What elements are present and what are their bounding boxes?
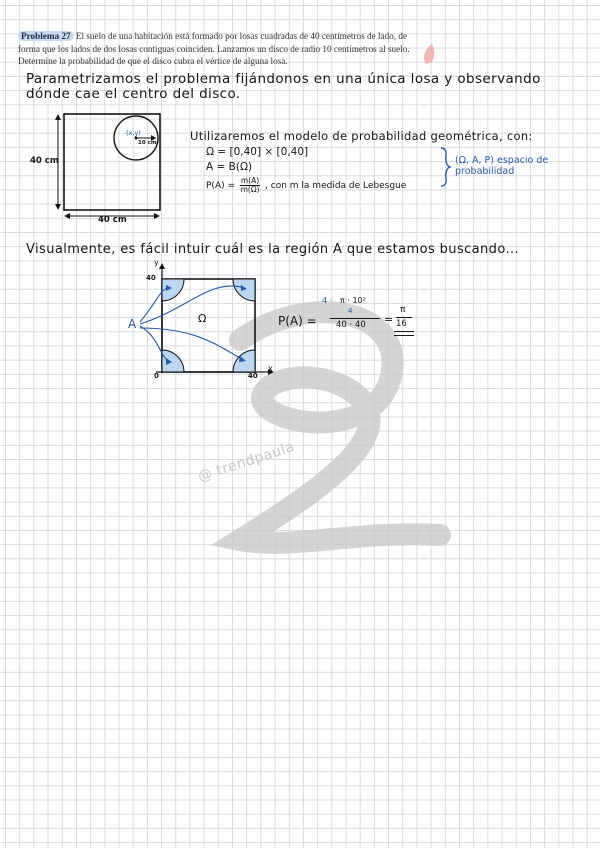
result-multiplier: 4 ·	[322, 296, 333, 305]
p-fraction	[240, 177, 260, 194]
p-numerator: m(A)	[240, 176, 260, 185]
watermark-text: @ trendpaula	[196, 438, 297, 486]
a-label: A	[128, 317, 137, 331]
tile-left-label: 40 cm	[30, 156, 59, 166]
result-denominator: 40 · 40	[336, 320, 366, 330]
sigma-algebra-definition: A = B(Ω)	[206, 161, 253, 173]
region-a-top-left	[162, 279, 184, 301]
p-rest: , con m la medida de Lebesgue	[265, 181, 407, 191]
y-tick-label: 40	[146, 274, 156, 282]
problem-text: El suelo de una habitación está formado por losas cuadradas de 40 centímetros de lado, de forma que los lados de dos losas contiguas coinciden. Lanzamos un disco de radio 10 centímetros al suelo. Determine la probabilidad de que el disco cubra el vértice de alguna losa.	[18, 31, 410, 67]
final-fraction-bar	[396, 317, 412, 318]
final-underline	[394, 331, 414, 336]
result-lhs: P(A) =	[278, 314, 317, 328]
tile-square	[64, 114, 160, 210]
probability-definition	[206, 177, 406, 194]
intro-text: Parametrizamos el problema fijándonos en una única losa y observando dónde cae el centro del disco.	[26, 71, 541, 102]
result-numerator: π · 10²	[340, 296, 366, 305]
model-title: Utilizaremos el modelo de probabilidad geométrica, con:	[190, 129, 533, 143]
final-numerator: π	[400, 305, 406, 315]
tile-figure	[24, 108, 174, 228]
problem-statement	[18, 30, 430, 68]
final-denominator: 16	[396, 319, 407, 329]
result-divisor: 4	[348, 307, 353, 315]
origin-label: 0	[154, 372, 159, 380]
y-axis-label: y	[154, 258, 159, 267]
problem-tag: Problema 27	[18, 31, 74, 41]
omega-label: Ω	[198, 312, 207, 325]
region-a-bottom-left	[162, 350, 184, 372]
x-tick-label: 40	[248, 372, 258, 380]
visual-text: Visualmente, es fácil intuir cuál es la región A que estamos buscando...	[26, 242, 520, 257]
result-equals: =	[384, 313, 394, 326]
disc-center-label: (x,y)	[126, 129, 141, 137]
p-denominator: m(Ω)	[240, 185, 260, 194]
result-fraction-bar	[330, 318, 380, 319]
probability-space-note: (Ω, A, P) espacio de probabilidad	[455, 155, 549, 177]
omega-definition: Ω = [0,40] × [0,40]	[206, 146, 309, 158]
tile-bottom-label: 40 cm	[98, 215, 127, 225]
p-lhs: P(A) =	[206, 181, 236, 191]
curly-brace-icon	[438, 146, 452, 188]
x-axis-label: x	[268, 364, 273, 373]
disc-radius-label: 10 cm	[138, 140, 157, 146]
marker-icon	[420, 40, 440, 66]
